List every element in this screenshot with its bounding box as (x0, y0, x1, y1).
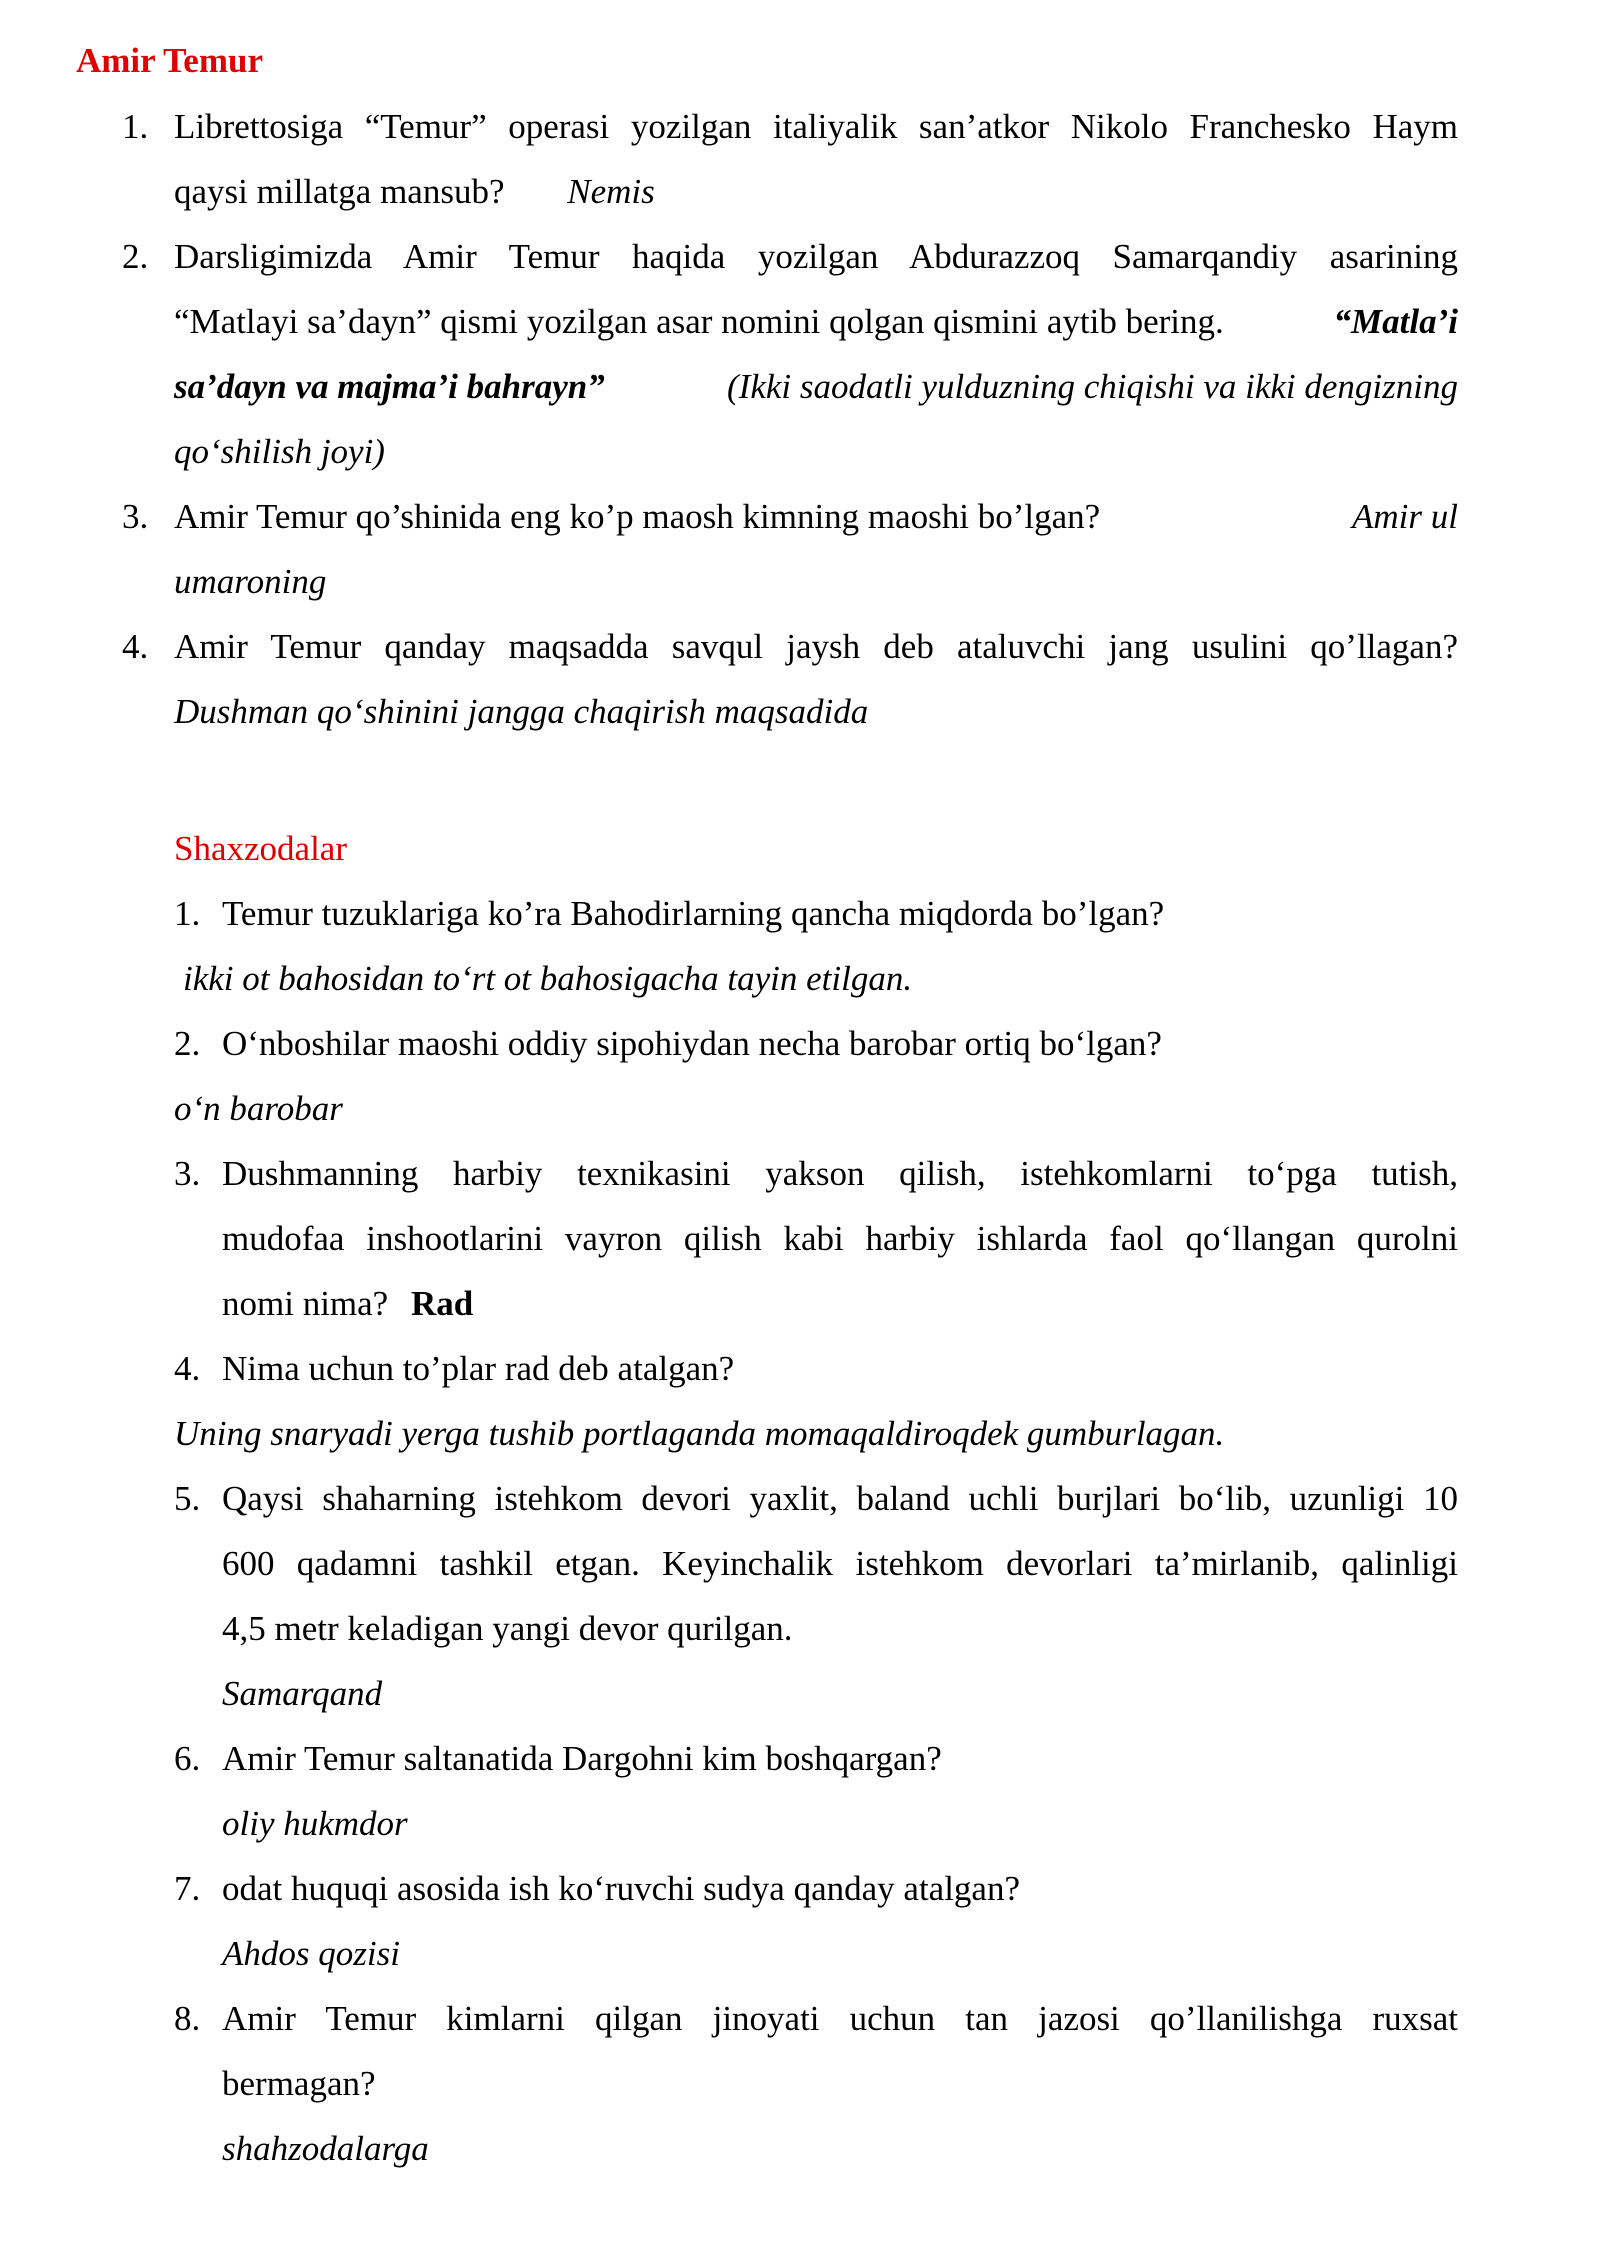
answer-text: Rad (410, 1284, 474, 1323)
question-text (174, 224, 1458, 289)
question-text: Temur tuzuklariga ko’ra Bahodirlarning qancha miqdorda bo’lgan? (222, 894, 1165, 933)
question-number: 7. (174, 1869, 201, 1908)
answer-text: o‘n barobar (174, 1089, 343, 1128)
answer-text: shahzodalarga (222, 2129, 429, 2168)
answer-text: umaroning (174, 562, 327, 601)
question-number: 2. (122, 237, 149, 276)
answer-text: ikki ot bahosidan to‘rt ot bahosigacha tayin etilgan. (183, 959, 913, 998)
question-number: 8. (174, 1999, 201, 2038)
question-number: 3. (174, 1154, 201, 1193)
question-line: Amir Temur kimlarni qilgan jinoyati uchun tan jazosi qo’llanilishga ruxsat (222, 1999, 1458, 2038)
question-number: 4. (122, 627, 149, 666)
answer-text: Samarqand (222, 1674, 383, 1713)
answer-text: oliy hukmdor (222, 1804, 408, 1843)
question-text (174, 289, 1458, 354)
question-line: 600 qadamni tashkil etgan. Keyinchalik istehkom devorlari ta’mirlanib, qalinligi (222, 1544, 1458, 1583)
answer-text: Amir ul (1352, 497, 1458, 536)
question-line: Darsligimizda Amir Temur haqida yozilgan Abdurazzoq Samarqandiy asarining (174, 237, 1458, 276)
question-text: Nima uchun to’plar rad deb atalgan? (222, 1349, 735, 1388)
question-line-text: Amir Temur qo’shinida eng ko’p maosh kimning maoshi bo’lgan? (174, 497, 1101, 536)
question-number: 5. (174, 1479, 201, 1518)
question-line: mudofaa inshootlarini vayron qilish kabi harbiy ishlarda faol qo‘llangan qurolni (222, 1219, 1458, 1258)
question-text (222, 1531, 1458, 1596)
question-text: Amir Temur saltanatida Dargohni kim boshqargan? (222, 1739, 942, 1778)
question-line: Dushmanning harbiy texnikasini yakson qilish, istehkomlarni to‘pga tutish, (222, 1154, 1458, 1193)
section-title-amir-temur: Amir Temur (76, 41, 263, 80)
answer-text: Nemis (567, 172, 655, 211)
question-number: 6. (174, 1739, 201, 1778)
question-text: bermagan? (222, 2064, 376, 2103)
question-line: Qaysi shaharning istehkom devori yaxlit, baland uchli burjlari bo‘lib, uzunligi 10 (222, 1479, 1458, 1518)
answer-line (174, 354, 1458, 419)
question-text: O‘nboshilar maoshi oddiy sipohiydan necha barobar ortiq bo‘lgan? (222, 1024, 1162, 1063)
question-text (174, 484, 1458, 549)
question-line: “Matlayi sa’dayn” qismi yozilgan asar nomini qolgan qismini aytib bering. (174, 302, 1224, 341)
question-number: 3. (122, 497, 149, 536)
question-number: 4. (174, 1349, 201, 1388)
answer-text: Dushman qo‘shinini jangga chaqirish maqsadida (174, 692, 869, 731)
answer-text: (Ikki saodatli yulduzning chiqishi va ikki dengizning (727, 367, 1458, 406)
question-text: odat huquqi asosida ish ko‘ruvchi sudya qanday atalgan? (222, 1869, 1020, 1908)
question-line: qaysi millatga mansub? (174, 172, 505, 211)
question-line: Amir Temur qanday maqsadda savqul jaysh deb ataluvchi jang usulini qo’llagan? (174, 627, 1458, 666)
question-line (174, 484, 1284, 549)
section-title-shaxzodalar: Shaxzodalar (174, 829, 347, 868)
question-line: Librettosiga “Temur” operasi yozilgan italiyalik san’atkor Nikolo Franchesko Haym (174, 107, 1458, 146)
answer-text: Uning snaryadi yerga tushib portlaganda momaqaldiroqdek gumburlagan. (174, 1414, 1225, 1453)
question-text (222, 1271, 473, 1336)
question-text (222, 1466, 1458, 1531)
answer-text: Ahdos qozisi (222, 1934, 400, 1973)
question-text: 4,5 metr keladigan yangi devor qurilgan. (222, 1609, 793, 1648)
answer-text: “Matla’i (1333, 302, 1458, 341)
answer-text: sa’dayn va majma’i bahrayn” (174, 367, 605, 406)
answer-text: qo‘shilish joyi) (174, 432, 385, 471)
question-text (174, 614, 1458, 679)
question-text (222, 1986, 1458, 2051)
question-text (222, 1206, 1458, 1271)
question-number: 1. (122, 107, 149, 146)
question-number: 2. (174, 1024, 201, 1063)
question-text (174, 159, 655, 224)
question-number: 1. (174, 894, 201, 933)
question-line: nomi nima? (222, 1284, 389, 1323)
question-text (222, 1141, 1458, 1206)
question-text (174, 94, 1458, 159)
